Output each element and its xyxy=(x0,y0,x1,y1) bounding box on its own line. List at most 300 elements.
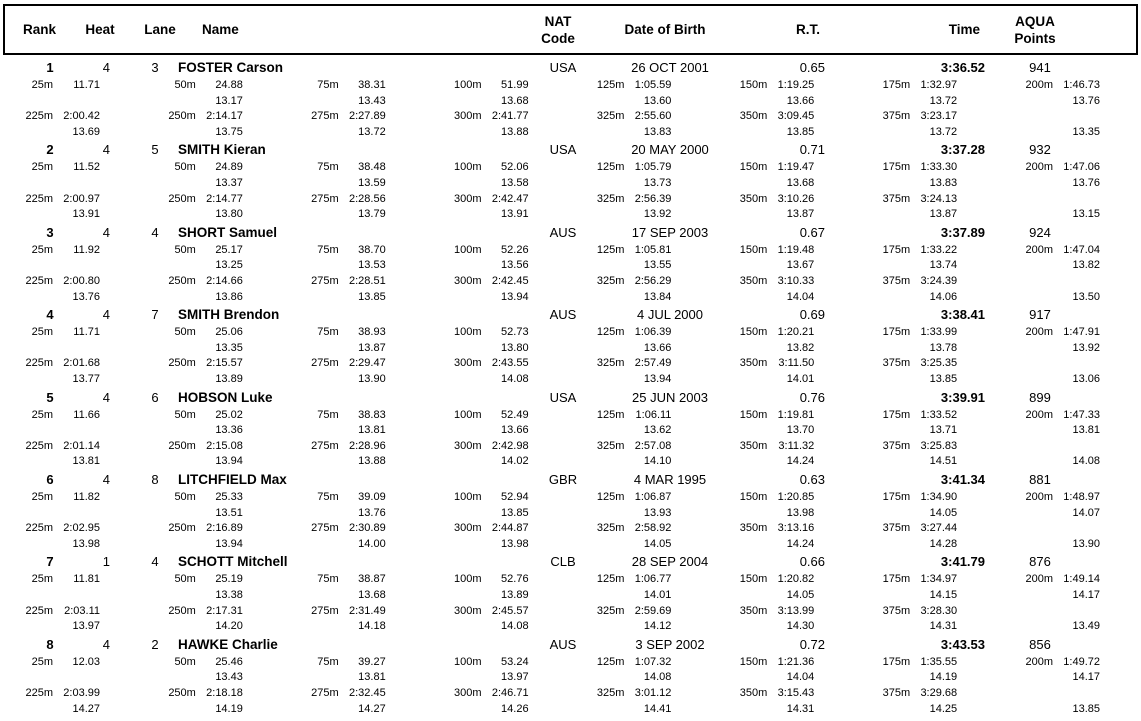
split-time: 2:00.80 xyxy=(63,274,100,287)
split-distance: 75m xyxy=(317,161,339,174)
lap-time: 14.01 xyxy=(786,372,815,385)
date-of-birth-value: 25 JUN 2003 xyxy=(632,389,708,405)
split-time: 25.46 xyxy=(215,655,243,668)
header-heat: Heat xyxy=(85,21,115,37)
lap-time: 13.75 xyxy=(215,125,243,138)
lap-time: 14.18 xyxy=(358,620,386,633)
split-time: 3:28.30 xyxy=(920,604,958,617)
split-distance: 375m xyxy=(882,274,911,287)
split-distance: 25m xyxy=(31,490,53,503)
swimmer-name: HAWKE Charlie xyxy=(178,636,278,652)
lap-cell xyxy=(529,619,672,635)
split-distance: 250m xyxy=(168,274,196,287)
lap-time: 13.37 xyxy=(215,176,243,189)
split-cell xyxy=(529,408,672,424)
lap-time: 14.25 xyxy=(929,702,958,715)
split-time xyxy=(1058,439,1100,455)
split-cell xyxy=(243,192,386,208)
split-time xyxy=(1058,109,1100,125)
heat-value: 4 xyxy=(102,636,110,652)
split-cell xyxy=(957,655,1100,671)
split-distance: 350m xyxy=(739,357,768,370)
split-time: 1:33.99 xyxy=(920,326,958,339)
lap-time: 14.08 xyxy=(501,372,529,385)
split-cell xyxy=(100,78,243,94)
split-distance: 200m xyxy=(1025,243,1053,256)
split-distance: 150m xyxy=(739,326,768,339)
split-time: 2:45.57 xyxy=(491,604,529,617)
lap-cell xyxy=(100,423,243,439)
split-distance: 50m xyxy=(174,243,196,256)
lap-row-1 xyxy=(0,258,1100,274)
split-time: 38.48 xyxy=(358,161,386,174)
split-time: 2:01.68 xyxy=(63,357,100,370)
nat-code-value: AUS xyxy=(549,224,577,240)
lap-cell xyxy=(100,258,243,274)
split-distance xyxy=(957,109,1058,125)
splits-row-2 xyxy=(0,192,1100,208)
lap-time: 14.27 xyxy=(358,702,386,715)
split-distance: 250m xyxy=(168,522,196,535)
lap-time: 13.71 xyxy=(929,424,958,437)
lap-time: 13.68 xyxy=(358,588,386,601)
split-distance xyxy=(957,686,1058,702)
split-distance: 125m xyxy=(596,490,625,503)
lap-row-2 xyxy=(0,207,1100,223)
date-of-birth-value: 4 MAR 1995 xyxy=(633,471,707,487)
split-distance: 325m xyxy=(596,110,625,123)
lap-time: 13.69 xyxy=(72,125,100,138)
split-cell xyxy=(529,192,672,208)
nat-code-value: USA xyxy=(549,389,577,405)
lap-cell xyxy=(386,290,529,306)
split-time: 3:29.68 xyxy=(920,686,958,699)
split-distance: 100m xyxy=(454,79,482,91)
split-time: 25.33 xyxy=(215,490,243,503)
lap-time: 13.35 xyxy=(1072,125,1100,138)
split-distance: 75m xyxy=(317,326,339,339)
lap-cell xyxy=(100,670,243,686)
lap-time: 13.70 xyxy=(786,424,815,437)
lap-cell xyxy=(529,372,672,388)
lap-cell xyxy=(100,176,243,192)
split-cell xyxy=(243,78,386,94)
lap-cell xyxy=(386,537,529,553)
lap-time: 13.82 xyxy=(1072,259,1100,272)
split-cell xyxy=(814,490,957,506)
split-distance: 50m xyxy=(174,79,196,91)
lap-cell xyxy=(0,207,100,223)
lap-time: 13.83 xyxy=(643,125,672,138)
lap-row-1 xyxy=(0,341,1100,357)
lap-time: 14.28 xyxy=(929,537,958,550)
split-time: 11.81 xyxy=(73,573,100,586)
split-time: 3:10.33 xyxy=(777,274,815,287)
nat-code-value: AUS xyxy=(549,307,577,323)
split-time: 2:17.31 xyxy=(206,604,243,617)
split-distance: 50m xyxy=(174,326,196,339)
lap-cell xyxy=(100,619,243,635)
reaction-time-value: 0.63 xyxy=(799,471,825,487)
lap-time: 13.62 xyxy=(643,424,672,437)
split-cell xyxy=(529,439,672,455)
swimmer-main-row xyxy=(0,58,1141,78)
lane-value: 7 xyxy=(151,307,159,323)
lap-time xyxy=(58,423,100,439)
split-distance xyxy=(957,192,1058,208)
split-cell xyxy=(957,109,1100,125)
split-time: 2:14.17 xyxy=(206,110,243,123)
lap-cell xyxy=(529,702,672,718)
lap-time xyxy=(58,506,100,522)
lap-time: 13.15 xyxy=(1072,208,1100,221)
split-time: 1:05.59 xyxy=(634,79,672,91)
lap-cell xyxy=(100,341,243,357)
header-lane: Lane xyxy=(144,21,176,37)
split-distance xyxy=(957,521,1058,537)
split-distance: 375m xyxy=(882,686,911,699)
split-time: 1:06.87 xyxy=(634,490,672,503)
lap-cell xyxy=(957,207,1100,223)
split-cell xyxy=(100,572,243,588)
split-time: 1:47.06 xyxy=(1063,161,1100,174)
lap-time: 13.85 xyxy=(358,290,386,303)
split-time: 2:28.56 xyxy=(349,192,386,205)
split-cell xyxy=(386,521,529,537)
split-time: 39.27 xyxy=(358,655,386,668)
split-time: 2:56.29 xyxy=(634,274,672,287)
split-time: 1:49.14 xyxy=(1063,573,1100,586)
lap-time: 13.76 xyxy=(1072,94,1100,107)
split-distance: 175m xyxy=(882,573,911,586)
swimmer-main-row xyxy=(0,635,1141,655)
lap-cell xyxy=(243,702,386,718)
split-distance: 50m xyxy=(174,573,196,586)
split-cell xyxy=(957,439,1100,455)
lap-time: 13.74 xyxy=(929,259,958,272)
lap-row-2 xyxy=(0,290,1100,306)
split-cell xyxy=(386,274,529,290)
split-distance: 175m xyxy=(882,243,911,256)
split-time: 3:25.35 xyxy=(920,357,958,370)
split-time: 38.31 xyxy=(358,79,386,91)
split-distance: 150m xyxy=(739,243,768,256)
split-time xyxy=(1058,604,1100,620)
rank-value: 2 xyxy=(46,142,54,158)
lap-time xyxy=(58,341,100,357)
split-time: 2:02.95 xyxy=(63,522,100,535)
split-distance: 75m xyxy=(317,655,339,668)
lap-time xyxy=(58,258,100,274)
lap-time: 13.89 xyxy=(215,372,243,385)
split-time: 11.66 xyxy=(73,408,100,421)
lap-cell xyxy=(0,537,100,553)
reaction-time-value: 0.72 xyxy=(799,636,825,652)
lap-cell xyxy=(957,372,1100,388)
lap-cell xyxy=(671,290,814,306)
lap-time: 13.76 xyxy=(1072,176,1100,189)
split-distance: 150m xyxy=(739,161,768,174)
split-cell xyxy=(386,192,529,208)
split-time: 38.87 xyxy=(358,573,386,586)
split-cell xyxy=(0,274,100,290)
split-time: 3:13.99 xyxy=(777,604,815,617)
split-cell xyxy=(386,243,529,259)
split-distance: 150m xyxy=(739,79,768,91)
lap-cell xyxy=(243,423,386,439)
split-time: 51.99 xyxy=(501,79,529,91)
split-cell xyxy=(957,243,1100,259)
splits-section xyxy=(0,78,1100,140)
aqua-points-value: 899 xyxy=(1029,389,1051,405)
lap-time: 14.04 xyxy=(786,671,815,684)
results-rows xyxy=(0,55,1141,717)
split-cell xyxy=(100,274,243,290)
lap-cell xyxy=(814,207,957,223)
lap-time: 13.35 xyxy=(215,341,243,354)
lap-cell xyxy=(671,454,814,470)
split-cell xyxy=(243,439,386,455)
split-time: 2:56.39 xyxy=(634,192,672,205)
split-cell xyxy=(100,192,243,208)
lap-cell xyxy=(671,670,814,686)
split-cell xyxy=(814,604,957,620)
split-cell xyxy=(814,274,957,290)
splits-section xyxy=(0,572,1100,634)
split-cell xyxy=(814,686,957,702)
split-cell xyxy=(814,243,957,259)
lane-value: 4 xyxy=(151,554,159,570)
split-time: 2:57.08 xyxy=(634,439,672,452)
lap-time: 14.24 xyxy=(786,455,815,468)
split-cell xyxy=(243,686,386,702)
lap-cell xyxy=(671,341,814,357)
lap-cell xyxy=(529,207,672,223)
split-time: 2:42.47 xyxy=(491,192,529,205)
split-distance: 275m xyxy=(311,357,339,370)
swimmer-main-row xyxy=(0,140,1141,160)
lap-cell xyxy=(386,341,529,357)
split-time xyxy=(1058,192,1100,208)
split-cell xyxy=(100,356,243,372)
heat-value: 4 xyxy=(102,60,110,75)
lap-cell xyxy=(671,423,814,439)
split-cell xyxy=(671,604,814,620)
lap-time: 13.83 xyxy=(929,176,958,189)
split-distance: 225m xyxy=(25,357,53,370)
header-aqua-points xyxy=(985,13,1085,47)
lap-time: 14.17 xyxy=(1072,671,1100,684)
lap-cell xyxy=(0,94,100,110)
split-distance: 275m xyxy=(311,274,339,287)
split-cell xyxy=(529,160,672,176)
split-distance: 300m xyxy=(454,439,482,452)
split-time: 2:46.71 xyxy=(491,686,529,699)
split-cell xyxy=(957,274,1100,290)
lane-value: 6 xyxy=(151,389,159,405)
lap-time: 13.80 xyxy=(501,341,529,354)
split-cell xyxy=(386,490,529,506)
split-time: 24.89 xyxy=(215,161,243,174)
split-time: 11.71 xyxy=(73,79,100,91)
lap-cell xyxy=(100,125,243,141)
lap-time: 13.87 xyxy=(358,341,386,354)
split-cell xyxy=(100,490,243,506)
split-cell xyxy=(814,408,957,424)
lap-cell xyxy=(100,588,243,604)
split-time: 1:33.52 xyxy=(920,408,958,421)
split-distance: 300m xyxy=(454,522,482,535)
split-distance: 50m xyxy=(174,655,196,668)
split-time: 12.03 xyxy=(72,655,100,668)
split-cell xyxy=(671,408,814,424)
lap-time: 14.05 xyxy=(643,537,672,550)
split-time: 3:10.26 xyxy=(777,192,815,205)
split-time: 1:19.47 xyxy=(777,161,815,174)
lap-time: 13.59 xyxy=(358,176,386,189)
swimmer-name: SCHOTT Mitchell xyxy=(178,554,288,570)
split-distance: 325m xyxy=(596,604,625,617)
splits-section xyxy=(0,243,1100,305)
lap-cell xyxy=(814,454,957,470)
aqua-points-value: 932 xyxy=(1029,142,1051,158)
split-distance: 250m xyxy=(168,686,196,699)
split-cell xyxy=(243,572,386,588)
split-distance: 325m xyxy=(596,192,625,205)
lap-time: 13.72 xyxy=(358,125,386,138)
lap-time: 13.91 xyxy=(72,208,100,221)
lap-cell xyxy=(386,423,529,439)
rank-value: 7 xyxy=(46,554,54,570)
swimmer-main-row xyxy=(0,470,1141,490)
split-distance: 125m xyxy=(596,408,625,421)
result-row xyxy=(0,58,1141,140)
split-time: 11.82 xyxy=(73,490,100,503)
split-cell xyxy=(529,655,672,671)
split-distance: 300m xyxy=(454,192,482,205)
splits-row-1 xyxy=(0,408,1100,424)
lap-time: 13.36 xyxy=(215,424,243,437)
header-time: Time xyxy=(948,21,980,37)
final-time-value: 3:37.89 xyxy=(940,224,985,240)
rank-value: 1 xyxy=(46,60,54,75)
lap-cell xyxy=(814,619,957,635)
rank-value: 8 xyxy=(46,636,54,652)
split-time xyxy=(1058,686,1100,702)
lap-time: 14.08 xyxy=(1072,455,1100,468)
lap-row-1 xyxy=(0,176,1100,192)
lap-time: 13.88 xyxy=(358,455,386,468)
split-cell xyxy=(243,490,386,506)
split-distance: 325m xyxy=(596,439,625,452)
split-time: 1:47.33 xyxy=(1063,408,1100,421)
lap-time: 14.06 xyxy=(929,290,958,303)
splits-row-1 xyxy=(0,490,1100,506)
split-time: 1:35.55 xyxy=(920,655,958,668)
split-time: 52.06 xyxy=(501,161,529,174)
lap-time: 14.07 xyxy=(1072,506,1100,519)
split-cell xyxy=(243,274,386,290)
lap-cell xyxy=(243,670,386,686)
lap-cell xyxy=(0,176,100,192)
splits-row-2 xyxy=(0,274,1100,290)
lap-time: 13.87 xyxy=(929,208,958,221)
split-cell xyxy=(0,408,100,424)
lap-cell xyxy=(243,619,386,635)
lap-cell xyxy=(0,702,100,718)
date-of-birth-value: 28 SEP 2004 xyxy=(631,554,709,570)
split-cell xyxy=(243,655,386,671)
lap-cell xyxy=(243,341,386,357)
lap-cell xyxy=(386,619,529,635)
split-distance: 275m xyxy=(311,439,339,452)
lap-cell xyxy=(957,258,1100,274)
lap-time: 13.97 xyxy=(72,620,100,633)
split-cell xyxy=(814,78,957,94)
split-cell xyxy=(386,78,529,94)
split-cell xyxy=(529,604,672,620)
lap-cell xyxy=(671,207,814,223)
split-cell xyxy=(671,192,814,208)
swimmer-main-row xyxy=(0,305,1141,325)
lap-cell xyxy=(243,125,386,141)
final-time-value: 3:38.41 xyxy=(940,307,985,323)
lap-row-2 xyxy=(0,537,1100,553)
split-distance: 175m xyxy=(882,326,911,339)
lap-row-2 xyxy=(0,702,1100,718)
split-time: 3:11.32 xyxy=(778,439,815,452)
split-time: 1:47.04 xyxy=(1063,243,1100,256)
aqua-points-value: 917 xyxy=(1029,307,1051,323)
lap-cell xyxy=(386,207,529,223)
split-cell xyxy=(386,686,529,702)
split-cell xyxy=(386,356,529,372)
lap-time: 13.98 xyxy=(72,537,100,550)
swimmer-main-row xyxy=(0,552,1141,572)
lap-cell xyxy=(957,94,1100,110)
lap-cell xyxy=(243,537,386,553)
split-cell xyxy=(814,439,957,455)
split-distance: 200m xyxy=(1025,490,1053,503)
split-distance: 225m xyxy=(25,192,53,205)
split-time: 2:30.89 xyxy=(349,522,386,535)
lap-row-1 xyxy=(0,670,1100,686)
lap-row-2 xyxy=(0,372,1100,388)
date-of-birth-value: 20 MAY 2000 xyxy=(631,142,709,158)
split-time: 1:06.77 xyxy=(634,573,672,586)
swimmer-name: HOBSON Luke xyxy=(178,389,273,405)
split-time xyxy=(1058,274,1100,290)
split-time: 1:06.11 xyxy=(635,408,672,421)
split-time: 38.83 xyxy=(358,408,386,421)
lap-time: 14.27 xyxy=(72,702,100,715)
lap-cell xyxy=(814,670,957,686)
lap-cell xyxy=(814,702,957,718)
lap-time: 14.30 xyxy=(786,620,815,633)
split-cell xyxy=(0,356,100,372)
split-cell xyxy=(386,439,529,455)
split-time: 25.02 xyxy=(215,408,243,421)
split-time: 1:34.90 xyxy=(920,490,958,503)
splits-row-1 xyxy=(0,325,1100,341)
split-distance xyxy=(957,274,1058,290)
lap-time xyxy=(58,670,100,686)
split-time: 39.09 xyxy=(358,490,386,503)
split-distance: 125m xyxy=(596,655,625,668)
split-cell xyxy=(386,572,529,588)
reaction-time-value: 0.66 xyxy=(799,554,825,570)
header-name: Name xyxy=(202,21,239,37)
